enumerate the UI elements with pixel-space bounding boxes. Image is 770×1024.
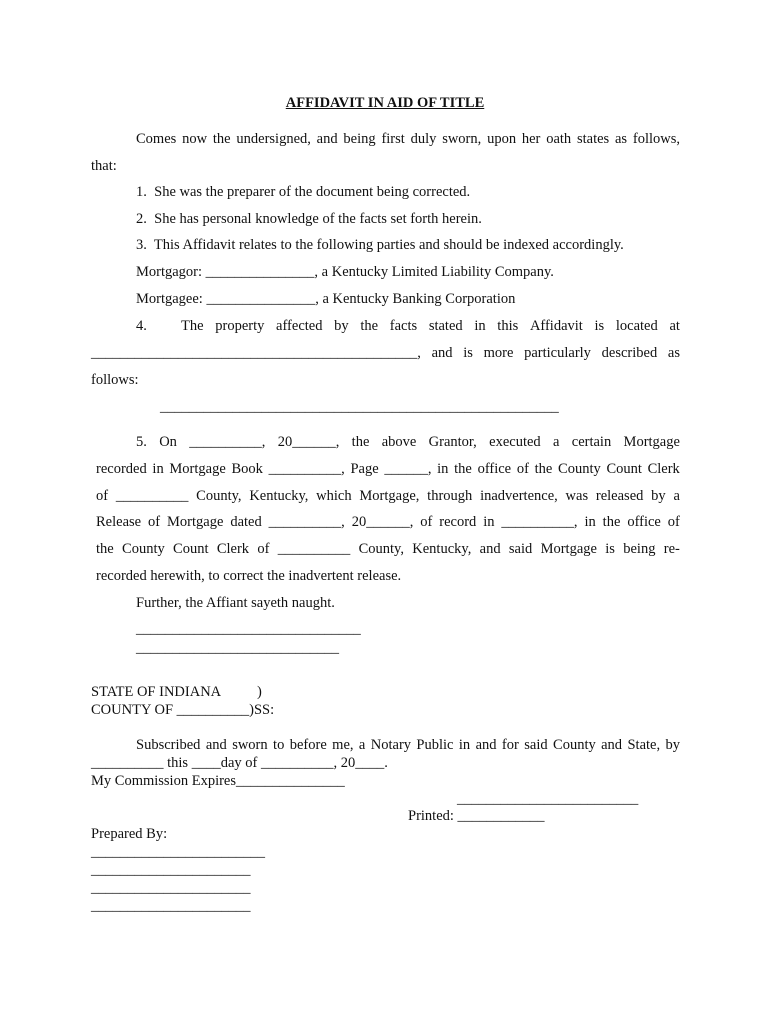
item-4-line-1-word: Affidavit xyxy=(529,318,583,334)
item-4-line-1-word: property xyxy=(215,318,265,334)
item-5-line-3-word: Mortgage, xyxy=(359,488,420,504)
item-5-line-5-word: __________ xyxy=(277,541,351,557)
item-5-line-2-word: of xyxy=(516,461,529,477)
commission-expires: My Commission Expires_______________ xyxy=(91,773,345,789)
item-5-line-5-word: and xyxy=(479,541,501,557)
item-5-line-5 xyxy=(96,540,680,558)
item-5-line-3-word: by xyxy=(651,488,666,504)
item-5-line-2 xyxy=(96,460,680,478)
item-5-line-1-word: Grantor, xyxy=(428,434,477,450)
item-4-line-2-word: described xyxy=(601,345,658,361)
prepared-by-line-2: ______________________ xyxy=(91,862,251,878)
item-1: 1. She was the preparer of the document being corrected. xyxy=(136,184,471,200)
subscribed-line-2: __________ this ____day of __________, 20____. xyxy=(91,755,388,771)
item-5-line-2-word: the xyxy=(534,461,553,477)
item-4-line-1-word: The xyxy=(181,318,204,334)
item-5-line-4-word: office xyxy=(627,514,661,530)
item-4-line-1-word: this xyxy=(497,318,519,334)
item-4-line-1-word: in xyxy=(474,318,486,334)
item-5-line-2-word: ______, xyxy=(384,461,432,477)
item-4-line-1 xyxy=(181,317,680,335)
state-paren: ) xyxy=(257,684,262,700)
item-5-line-5-word: Mortgage xyxy=(540,541,597,557)
affiant-signature-line-1: _______________________________ xyxy=(136,621,361,637)
county-of: COUNTY OF __________)SS: xyxy=(91,702,275,718)
item-5-line-4-word: Mortgage xyxy=(167,514,224,530)
item-3: 3. This Affidavit relates to the following parties and should be indexed accordingly. xyxy=(136,237,624,253)
item-5-line-3-word: County, xyxy=(196,488,242,504)
item-5-line-2-word: recorded xyxy=(96,461,147,477)
item-5-line-5-word: Clerk xyxy=(216,541,250,557)
item-5-line-3-word: was xyxy=(565,488,589,504)
item-5-line-1-word: above xyxy=(381,434,417,450)
item-5-line-2-word: Clerk xyxy=(647,461,680,477)
notary-printed-name: Printed: ____________ xyxy=(408,808,545,824)
item-4-line-2-word: is xyxy=(463,345,473,361)
item-4-line-2-word: particularly xyxy=(524,345,591,361)
item-5-line-2-word: __________, xyxy=(268,461,345,477)
item-4-line-2 xyxy=(91,344,680,362)
item-5-line-4-word: of xyxy=(667,514,680,530)
item-5-line-2-word: County xyxy=(558,461,601,477)
item-5-line-5-word: County xyxy=(122,541,165,557)
item-5-line-3-word: __________ xyxy=(115,488,189,504)
item-5-line-1 xyxy=(136,433,680,451)
item-4-line-1-word: facts xyxy=(389,318,418,334)
item-4-line-1-word: located xyxy=(615,318,658,334)
item-5-line-3-word: which xyxy=(316,488,352,504)
item-5-line-4-word: 20______, xyxy=(351,514,414,530)
subscribed-line-1: Subscribed and sworn to before me, a Notary Public in and for said County and State, by xyxy=(136,737,680,753)
item-5-line-4-word: __________, xyxy=(268,514,345,530)
item-5-line-2-word: Book xyxy=(231,461,263,477)
item-5-line-5-word: County, xyxy=(358,541,404,557)
item-5-line-5-word: Kentucky, xyxy=(412,541,472,557)
item-5-line-5-word: said xyxy=(508,541,533,557)
mortgagee-line: Mortgagee: _______________, a Kentucky Banking Corporation xyxy=(136,291,516,307)
intro-line-2: that: xyxy=(91,158,117,174)
item-5-line-5-word: Count xyxy=(173,541,209,557)
item-5-line-1-word: On xyxy=(159,434,177,450)
item-5-line-4-word: dated xyxy=(230,514,262,530)
item-5-line-2-word: Mortgage xyxy=(169,461,226,477)
item-5-line-3-word: through xyxy=(427,488,473,504)
item-5-line-2-word: Count xyxy=(606,461,642,477)
item-5-line-2-word: in xyxy=(152,461,164,477)
item-5-line-4-word: __________, xyxy=(501,514,578,530)
item-4-line-2-word: _____________________________________________, xyxy=(91,345,421,361)
intro-line-1: Comes now the undersigned, and being first duly sworn, upon her oath states as follows, xyxy=(136,131,680,147)
notary-signature-line: _________________________ xyxy=(457,791,639,807)
item-5-line-5-word: is xyxy=(605,541,615,557)
item-5-line-1-word: executed xyxy=(489,434,541,450)
item-5-line-4 xyxy=(96,513,680,531)
state-of-indiana: STATE OF INDIANA xyxy=(91,684,222,700)
item-2: 2. She has personal knowledge of the facts set forth herein. xyxy=(136,211,482,227)
item-4-line-1-word: is xyxy=(594,318,605,334)
item-5-line-3 xyxy=(96,487,680,505)
item-4-line-1-word: at xyxy=(669,318,680,334)
item-4-line-1-word: by xyxy=(334,318,349,334)
item-5-line-1-word: 5. xyxy=(136,434,147,450)
item-5-line-4-word: in xyxy=(483,514,495,530)
item-4-line-1-word: affected xyxy=(276,318,323,334)
item-4-line-2-word: as xyxy=(667,345,680,361)
item-5-line-4-word: of xyxy=(148,514,161,530)
item-5-line-5-word: the xyxy=(96,541,114,557)
item-5-line-4-word: the xyxy=(602,514,621,530)
item-5-line-2-word: in xyxy=(437,461,449,477)
item-5-line-2-word: office xyxy=(477,461,512,477)
item-5-line-2-word: the xyxy=(454,461,472,477)
item-4-line-1-word: the xyxy=(360,318,379,334)
item-5-line-1-word: Mortgage xyxy=(623,434,680,450)
item-5-line-3-word: Kentucky, xyxy=(249,488,309,504)
item-5-line-3-word: of xyxy=(96,488,109,504)
further-statement: Further, the Affiant sayeth naught. xyxy=(136,595,335,611)
item-5-line-4-word: record xyxy=(439,514,477,530)
item-5-line-4-word: Release xyxy=(96,514,142,530)
item-5-line-1-word: __________, xyxy=(189,434,266,450)
property-description-blank: _______________________________________________________ xyxy=(160,399,559,415)
item-5-line-6: recorded herewith, to correct the inadvertent release. xyxy=(96,568,402,584)
item-5-line-5-word: being xyxy=(623,541,656,557)
item-5-line-2-word: Page xyxy=(350,461,379,477)
item-4-line-2-word: more xyxy=(483,345,514,361)
item-5-line-5-word: re- xyxy=(663,541,680,557)
prepared-by-line-4: ______________________ xyxy=(91,898,251,914)
item-4-line-2-word: and xyxy=(431,345,453,361)
item-5-line-4-word: in xyxy=(584,514,596,530)
item-4-line-3: follows: xyxy=(91,372,139,388)
item-4-line-1-word: stated xyxy=(428,318,463,334)
prepared-by-line-3: ______________________ xyxy=(91,880,251,896)
item-5-line-4-word: of xyxy=(420,514,433,530)
prepared-by-line-1: ________________________ xyxy=(91,844,265,860)
item-5-line-1-word: certain xyxy=(571,434,612,450)
mortgagor-line: Mortgagor: _______________, a Kentucky Limited Liability Company. xyxy=(136,264,554,280)
prepared-by-label: Prepared By: xyxy=(91,826,168,842)
affiant-signature-line-2: ____________________________ xyxy=(136,640,339,656)
item-5-line-3-word: inadvertence, xyxy=(480,488,558,504)
item-5-line-5-word: of xyxy=(257,541,270,557)
item-5-line-3-word: a xyxy=(673,488,680,504)
item-5-line-1-word: a xyxy=(553,434,560,450)
item-4-number: 4. xyxy=(136,318,147,334)
item-5-line-3-word: released xyxy=(595,488,644,504)
document-title: AFFIDAVIT IN AID OF TITLE xyxy=(285,95,485,111)
item-5-line-1-word: the xyxy=(351,434,370,450)
item-5-line-1-word: 20______, xyxy=(277,434,340,450)
